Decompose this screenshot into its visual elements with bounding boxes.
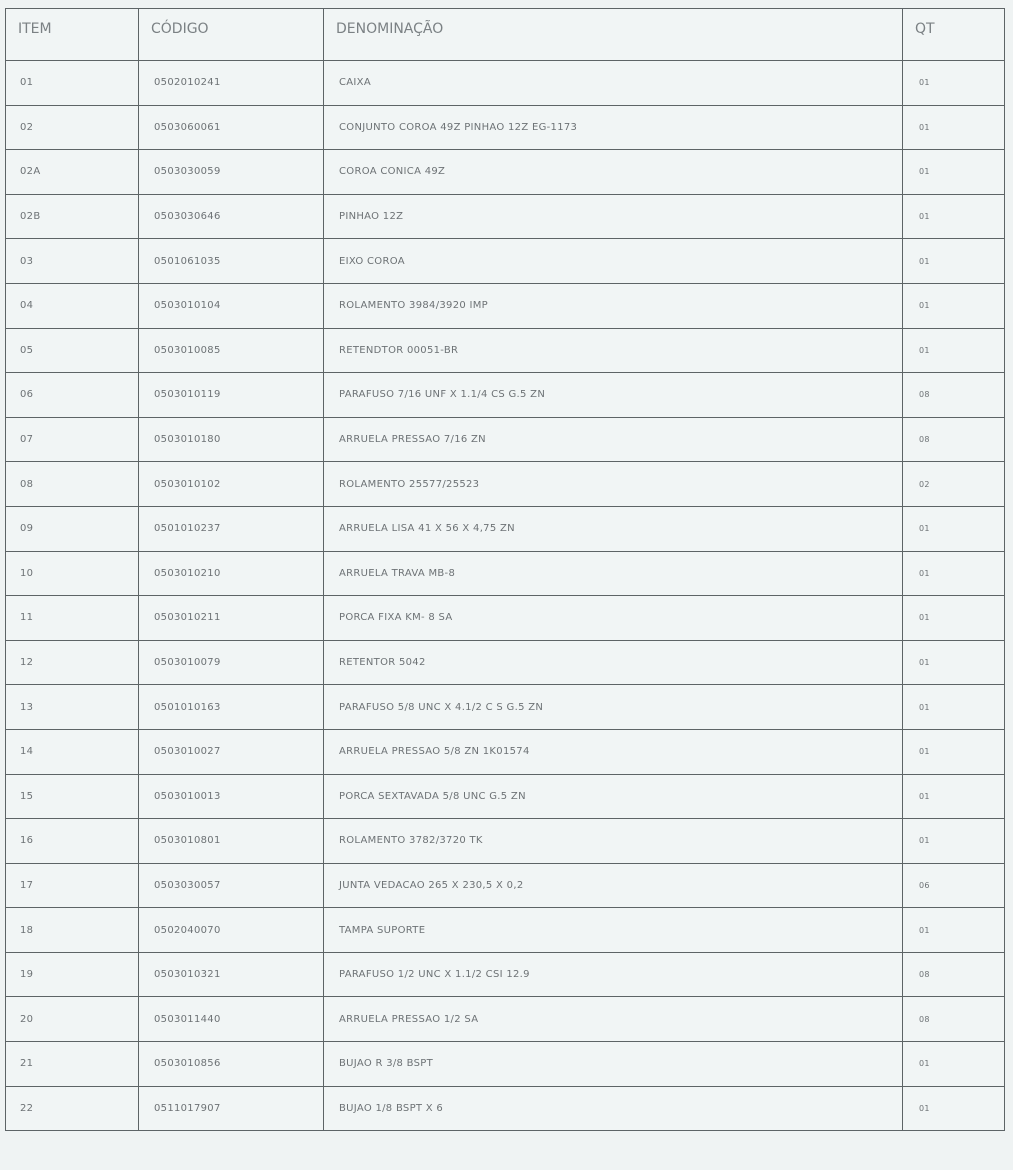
cell-item: 02A <box>6 150 139 195</box>
cell-item: 10 <box>6 551 139 596</box>
cell-description: CAIXA <box>324 61 903 106</box>
table-row <box>6 551 1005 596</box>
cell-quantity: 01 <box>903 596 1005 641</box>
cell-item: 22 <box>6 1086 139 1131</box>
cell-description: EIXO COROA <box>324 239 903 284</box>
cell-description: TAMPA SUPORTE <box>324 908 903 953</box>
cell-quantity: 01 <box>903 506 1005 551</box>
cell-code: 0503010210 <box>139 551 324 596</box>
table-row <box>6 640 1005 685</box>
cell-quantity: 01 <box>903 283 1005 328</box>
cell-description: ROLAMENTO 3782/3720 TK <box>324 819 903 864</box>
cell-quantity: 01 <box>903 819 1005 864</box>
table-body <box>6 61 1005 1131</box>
cell-code: 0503010801 <box>139 819 324 864</box>
cell-description: JUNTA VEDACAO 265 X 230,5 X 0,2 <box>324 863 903 908</box>
table-row <box>6 328 1005 373</box>
cell-quantity: 02 <box>903 462 1005 507</box>
cell-description: COROA CONICA 49Z <box>324 150 903 195</box>
cell-item: 15 <box>6 774 139 819</box>
cell-quantity: 01 <box>903 774 1005 819</box>
cell-code: 0502040070 <box>139 908 324 953</box>
cell-description: ARRUELA PRESSAO 5/8 ZN 1K01574 <box>324 729 903 774</box>
cell-quantity: 01 <box>903 194 1005 239</box>
table-row <box>6 283 1005 328</box>
cell-quantity: 01 <box>903 239 1005 284</box>
cell-code: 0503030646 <box>139 194 324 239</box>
cell-item: 03 <box>6 239 139 284</box>
cell-quantity: 01 <box>903 150 1005 195</box>
table-row <box>6 462 1005 507</box>
table-row <box>6 952 1005 997</box>
cell-description: RETENDTOR 00051-BR <box>324 328 903 373</box>
table-row <box>6 1086 1005 1131</box>
cell-code: 0501061035 <box>139 239 324 284</box>
cell-code: 0503010079 <box>139 640 324 685</box>
cell-code: 0503010027 <box>139 729 324 774</box>
cell-code: 0503010119 <box>139 373 324 418</box>
cell-quantity: 08 <box>903 417 1005 462</box>
table-row <box>6 61 1005 106</box>
cell-quantity: 01 <box>903 729 1005 774</box>
cell-code: 0501010237 <box>139 506 324 551</box>
cell-item: 04 <box>6 283 139 328</box>
cell-code: 0503010102 <box>139 462 324 507</box>
header-item: ITEM <box>6 9 139 61</box>
cell-item: 08 <box>6 462 139 507</box>
table-row <box>6 596 1005 641</box>
cell-quantity: 01 <box>903 105 1005 150</box>
cell-description: ROLAMENTO 25577/25523 <box>324 462 903 507</box>
cell-quantity: 01 <box>903 1086 1005 1131</box>
cell-item: 13 <box>6 685 139 730</box>
cell-quantity: 08 <box>903 373 1005 418</box>
cell-item: 14 <box>6 729 139 774</box>
cell-quantity: 01 <box>903 1042 1005 1087</box>
cell-item: 09 <box>6 506 139 551</box>
cell-code: 0502010241 <box>139 61 324 106</box>
cell-item: 11 <box>6 596 139 641</box>
cell-code: 0503010856 <box>139 1042 324 1087</box>
cell-code: 0503010104 <box>139 283 324 328</box>
cell-description: PARAFUSO 7/16 UNF X 1.1/4 CS G.5 ZN <box>324 373 903 418</box>
cell-description: PARAFUSO 5/8 UNC X 4.1/2 C S G.5 ZN <box>324 685 903 730</box>
cell-description: ARRUELA PRESSAO 1/2 SA <box>324 997 903 1042</box>
cell-description: ROLAMENTO 3984/3920 IMP <box>324 283 903 328</box>
cell-description: BUJAO R 3/8 BSPT <box>324 1042 903 1087</box>
cell-item: 02B <box>6 194 139 239</box>
table-header <box>6 9 1005 61</box>
table-row <box>6 729 1005 774</box>
cell-quantity: 01 <box>903 328 1005 373</box>
cell-item: 16 <box>6 819 139 864</box>
header-row <box>6 9 1005 61</box>
cell-item: 20 <box>6 997 139 1042</box>
cell-description: ARRUELA LISA 41 X 56 X 4,75 ZN <box>324 506 903 551</box>
parts-table <box>5 8 1005 1131</box>
cell-item: 05 <box>6 328 139 373</box>
table-row <box>6 685 1005 730</box>
table-row <box>6 1042 1005 1087</box>
cell-quantity: 01 <box>903 640 1005 685</box>
cell-item: 19 <box>6 952 139 997</box>
table-row <box>6 239 1005 284</box>
cell-item: 07 <box>6 417 139 462</box>
cell-code: 0503010321 <box>139 952 324 997</box>
cell-quantity: 01 <box>903 551 1005 596</box>
header-quantity: QT <box>903 9 1005 61</box>
cell-description: BUJAO 1/8 BSPT X 6 <box>324 1086 903 1131</box>
cell-item: 18 <box>6 908 139 953</box>
table-row <box>6 774 1005 819</box>
table-row <box>6 506 1005 551</box>
cell-code: 0503010211 <box>139 596 324 641</box>
cell-item: 01 <box>6 61 139 106</box>
table-row <box>6 908 1005 953</box>
cell-code: 0503030057 <box>139 863 324 908</box>
cell-quantity: 06 <box>903 863 1005 908</box>
table-row <box>6 819 1005 864</box>
cell-code: 0501010163 <box>139 685 324 730</box>
cell-item: 06 <box>6 373 139 418</box>
cell-description: PORCA SEXTAVADA 5/8 UNC G.5 ZN <box>324 774 903 819</box>
cell-code: 0503010180 <box>139 417 324 462</box>
cell-description: PINHAO 12Z <box>324 194 903 239</box>
table-row <box>6 863 1005 908</box>
cell-description: CONJUNTO COROA 49Z PINHAO 12Z EG-1173 <box>324 105 903 150</box>
table-row <box>6 105 1005 150</box>
cell-quantity: 08 <box>903 997 1005 1042</box>
cell-description: ARRUELA TRAVA MB-8 <box>324 551 903 596</box>
cell-item: 21 <box>6 1042 139 1087</box>
cell-code: 0511017907 <box>139 1086 324 1131</box>
cell-quantity: 01 <box>903 61 1005 106</box>
cell-code: 0503010085 <box>139 328 324 373</box>
cell-code: 0503060061 <box>139 105 324 150</box>
table-row <box>6 373 1005 418</box>
cell-quantity: 01 <box>903 908 1005 953</box>
table-row <box>6 997 1005 1042</box>
table-row <box>6 194 1005 239</box>
cell-description: ARRUELA PRESSAO 7/16 ZN <box>324 417 903 462</box>
cell-quantity: 01 <box>903 685 1005 730</box>
table-row <box>6 150 1005 195</box>
cell-item: 02 <box>6 105 139 150</box>
cell-description: RETENTOR 5042 <box>324 640 903 685</box>
cell-description: PARAFUSO 1/2 UNC X 1.1/2 CSI 12.9 <box>324 952 903 997</box>
cell-item: 17 <box>6 863 139 908</box>
cell-quantity: 08 <box>903 952 1005 997</box>
cell-code: 0503011440 <box>139 997 324 1042</box>
cell-code: 0503010013 <box>139 774 324 819</box>
cell-code: 0503030059 <box>139 150 324 195</box>
cell-description: PORCA FIXA KM- 8 SA <box>324 596 903 641</box>
header-code: CÓDIGO <box>139 9 324 61</box>
table-row <box>6 417 1005 462</box>
cell-item: 12 <box>6 640 139 685</box>
header-description: DENOMINAÇÃO <box>324 9 903 61</box>
